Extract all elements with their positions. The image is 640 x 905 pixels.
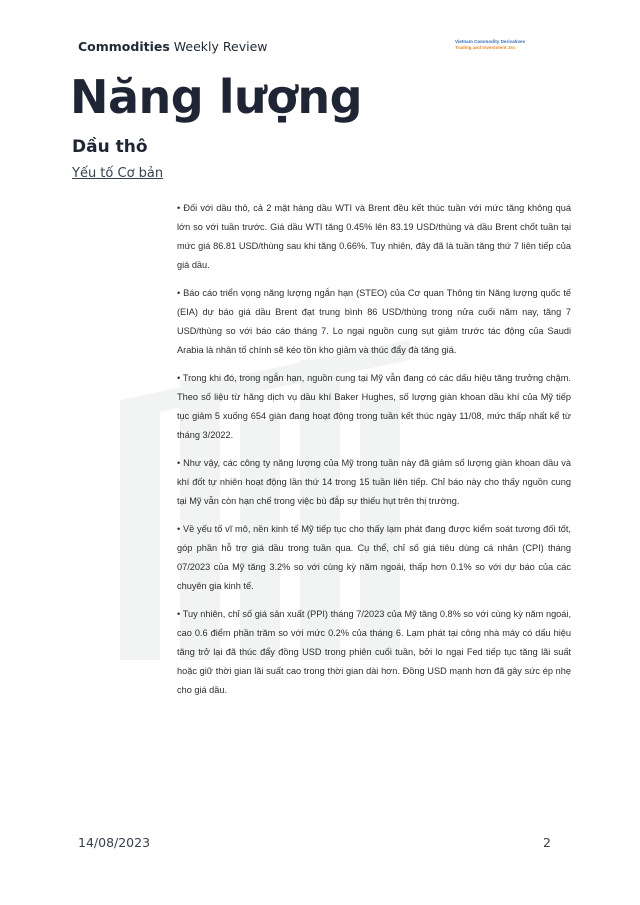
company-logo (455, 39, 575, 51)
section-link[interactable]: Yếu tố Cơ bản (72, 166, 164, 181)
section-title: Dầu thô (72, 137, 148, 157)
logo-line-1: Vietnam Commodity Derivatives (455, 39, 526, 44)
page-title: Năng lượng (70, 70, 363, 124)
footer-date: 14/08/2023 (78, 835, 151, 850)
page-number: 2 (543, 835, 551, 850)
paragraph-2: • Báo cáo triển vọng năng lượng ngắn hạn (STEO) của Cơ quan Thông tin Năng lượng quốc tế (EIA) dự báo giá dầu Brent đạt trung bình 86 USD/thùng trong nửa cuối năm nay, tăng 7 USD/thùng so với báo cáo tháng 7. Lo ngại nguồn cung sụt giảm trước tác động của Saudi Arabia là nhân tố chính sẽ kéo tồn kho giảm và thúc đẩy đà tăng giá. (177, 288, 571, 355)
paragraph-5: • Về yếu tố vĩ mô, nền kinh tế Mỹ tiếp tục cho thấy lạm phát đang được kiểm soát tương đối tốt, góp phần hỗ trợ giá dầu trong tuần qua. Cụ thể, chỉ số giá tiêu dùng cá nhân (CPI) tháng 07/2023 của Mỹ tăng 3.2% so với cùng kỳ năm ngoái, thấp hơn 0.1% so với dự báo của các chuyên gia kinh tế. (177, 524, 571, 591)
paragraph-3: • Trong khi đó, trong ngắn hạn, nguồn cung tại Mỹ vẫn đang có các dấu hiệu tăng trưởng chậm. Theo số liệu từ hãng dịch vụ dầu khí Baker Hughes, số lượng giàn khoan dầu khí của Mỹ tiếp tục giảm 5 xuống 654 giàn đang hoạt động trong tuần kết thúc ngày 11/08, mức thấp nhất kể từ tháng 3/2022. (177, 373, 571, 440)
paragraph-1: • Đối với dầu thô, cả 2 mặt hàng dầu WTI và Brent đều kết thúc tuần với mức tăng không quá lớn so với tuần trước. Giá dầu WTI tăng 0.45% lên 83.19 USD/thùng và dầu Brent chốt tuần tại mức giá 86.81 USD/thùng sau khi tăng 0.66%. Tuy nhiên, đây đã là tuần tăng thứ 7 liên tiếp của giá dầu. (177, 203, 571, 270)
article-body (177, 199, 571, 709)
header-brand-rest: Weekly Review (173, 39, 268, 54)
paragraph-4: • Như vậy, các công ty năng lượng của Mỹ trong tuần này đã giảm số lượng giàn khoan dầu và khí đốt tự nhiên hoạt động lần thứ 14 trong 15 tuần liên tiếp. Chỉ báo này cho thấy nguồn cung tại Mỹ vẫn còn hạn chế trong việc bù đắp sự thiếu hụt trên thị trường. (177, 458, 571, 506)
report-header (78, 39, 268, 54)
header-brand-bold: Commodities (78, 39, 170, 54)
paragraph-6: • Tuy nhiên, chỉ số giá sản xuất (PPI) tháng 7/2023 của Mỹ tăng 0.8% so với cùng kỳ năm ngoái, cao 0.6 điểm phần trăm so với mức 0.2% của tháng 6. Lạm phát tại công nhà máy có dấu hiệu tăng trở lại đã thúc đẩy đồng USD trong phiên cuối tuần, bởi lo ngại Fed tiếp tục tăng lãi suất hoặc giữ thời gian lãi suất cao trong thời gian dài hơn. Đồng USD mạnh hơn đã gây sức ép nhẹ cho giá dầu. (177, 609, 571, 695)
logo-line-2: Trading and Investment Jsc (455, 45, 516, 50)
